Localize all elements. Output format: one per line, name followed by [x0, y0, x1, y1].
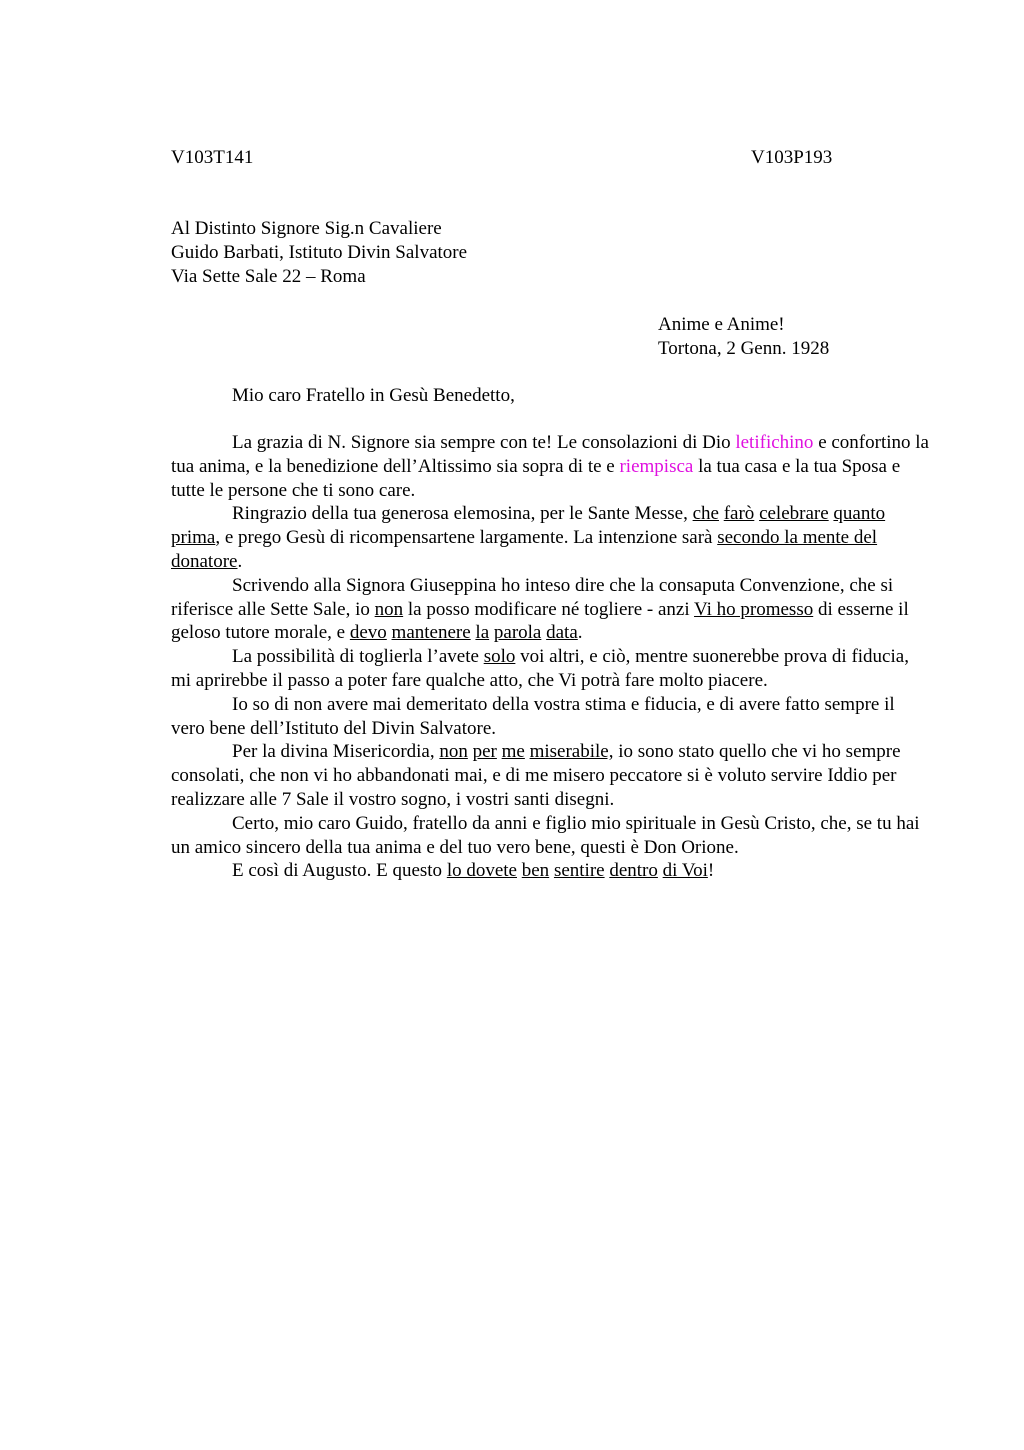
- text-run: La possibilità di toglierla l’avete: [232, 646, 484, 668]
- underlined-text: non: [374, 598, 404, 620]
- underlined-text: di Voi: [662, 860, 708, 882]
- text-run: la posso modificare né togliere - anzi: [403, 598, 695, 620]
- underlined-text: ben: [521, 860, 550, 882]
- text-run: la tua casa e la tua Sposa e tutte le persone che ti sono care.: [171, 455, 901, 501]
- underlined-text: data: [546, 622, 578, 644]
- text-run: La grazia di N. Signore sia sempre con te! Le consolazioni di Dio: [232, 432, 736, 453]
- underlined-text: dentro: [609, 860, 658, 882]
- underlined-text: che: [692, 503, 719, 525]
- letter-body: [171, 431, 931, 883]
- date-block: [658, 313, 829, 361]
- underlined-text: celebrare: [759, 503, 829, 525]
- paragraph-8: [171, 859, 931, 883]
- text-run: di esserne il geloso tutore morale, e: [171, 598, 909, 644]
- underlined-text: devo: [349, 622, 387, 644]
- underlined-text: la: [475, 622, 490, 644]
- underlined-text: miserabile,: [529, 741, 614, 763]
- underlined-text: sentire: [553, 860, 605, 882]
- underlined-text: per: [472, 741, 497, 763]
- text-run: , e prego Gesù di ricompensartene largamente. La intenzione sarà: [215, 527, 718, 549]
- reference-code-right: V103P193: [751, 147, 833, 168]
- motto: Anime e Anime!: [658, 314, 785, 335]
- highlighted-word: riempisca: [619, 455, 694, 477]
- text-run: .: [577, 622, 583, 644]
- address-line-1: Al Distinto Signore Sig.n Cavaliere: [171, 218, 442, 239]
- underlined-text: non: [439, 741, 468, 763]
- underlined-text: secondo la mente del donatore: [171, 527, 878, 572]
- underlined-text: prima: [171, 527, 216, 549]
- paragraph-6: [171, 740, 931, 811]
- text-run: voi altri, e ciò, mentre suonerebbe prova di fiducia, mi aprirebbe il passo a poter fare qualche atto, che Vi potrà fare molto piacere.: [171, 646, 909, 691]
- paragraph-7: Certo, mio caro Guido, fratello da anni e figlio mio spirituale in Gesù Cristo, che, se tu hai un amico sincero della tua anima e del tuo vero bene, questi è Don Orione.: [171, 812, 920, 858]
- paragraph-4: [171, 645, 931, 693]
- address-line-2: Guido Barbati, Istituto Divin Salvatore: [171, 242, 468, 263]
- underlined-text: lo dovete: [446, 860, 517, 882]
- underlined-text: me: [501, 741, 525, 763]
- text-run: .: [237, 550, 243, 572]
- address-line-3: Via Sette Sale 22 – Roma: [171, 266, 366, 287]
- underlined-text: parola: [493, 622, 542, 644]
- text-run: e confortino la tua anima, e la benedizione dell’Altissimo sia sopra di te e: [171, 432, 929, 477]
- text-run: Per la divina Misericordia,: [232, 741, 440, 763]
- paragraph-1: [171, 431, 931, 502]
- paragraph-2: [171, 502, 931, 573]
- underlined-text: farò: [723, 503, 755, 525]
- salutation: Mio caro Fratello in Gesù Benedetto,: [232, 385, 515, 406]
- text-run: !: [707, 860, 715, 882]
- underlined-text: solo: [483, 646, 516, 668]
- paragraph-3: [171, 574, 931, 645]
- place-date: Tortona, 2 Genn. 1928: [658, 338, 830, 359]
- reference-code-left: V103T141: [171, 147, 254, 168]
- underlined-text: mantenere: [391, 622, 471, 644]
- text-run: io sono stato quello che vi ho sempre consolati, che non vi ho abbandonati mai, e di me misero peccatore si è voluto servire Iddio per realizzare alle 7 Sale il vostro sogno, i vostri santi disegni.: [171, 741, 901, 810]
- recipient-address: [171, 217, 467, 289]
- underlined-text: Vi ho promesso: [694, 598, 814, 620]
- paragraph-5: Io so di non avere mai demeritato della vostra stima e fiducia, e di avere fatto sempre il vero bene dell’Istituto del Divin Salvatore.: [171, 693, 895, 739]
- underlined-text: quanto: [833, 503, 886, 525]
- text-run: Ringrazio della tua generosa elemosina, per le Sante Messe,: [232, 503, 693, 525]
- highlighted-word: letifichino: [735, 432, 814, 453]
- text-run: Scrivendo alla Signora Giuseppina ho inteso dire che la consaputa Convenzione, che si riferisce alle Sette Sale, io: [171, 574, 894, 620]
- text-run: E così di Augusto. E questo: [232, 860, 447, 882]
